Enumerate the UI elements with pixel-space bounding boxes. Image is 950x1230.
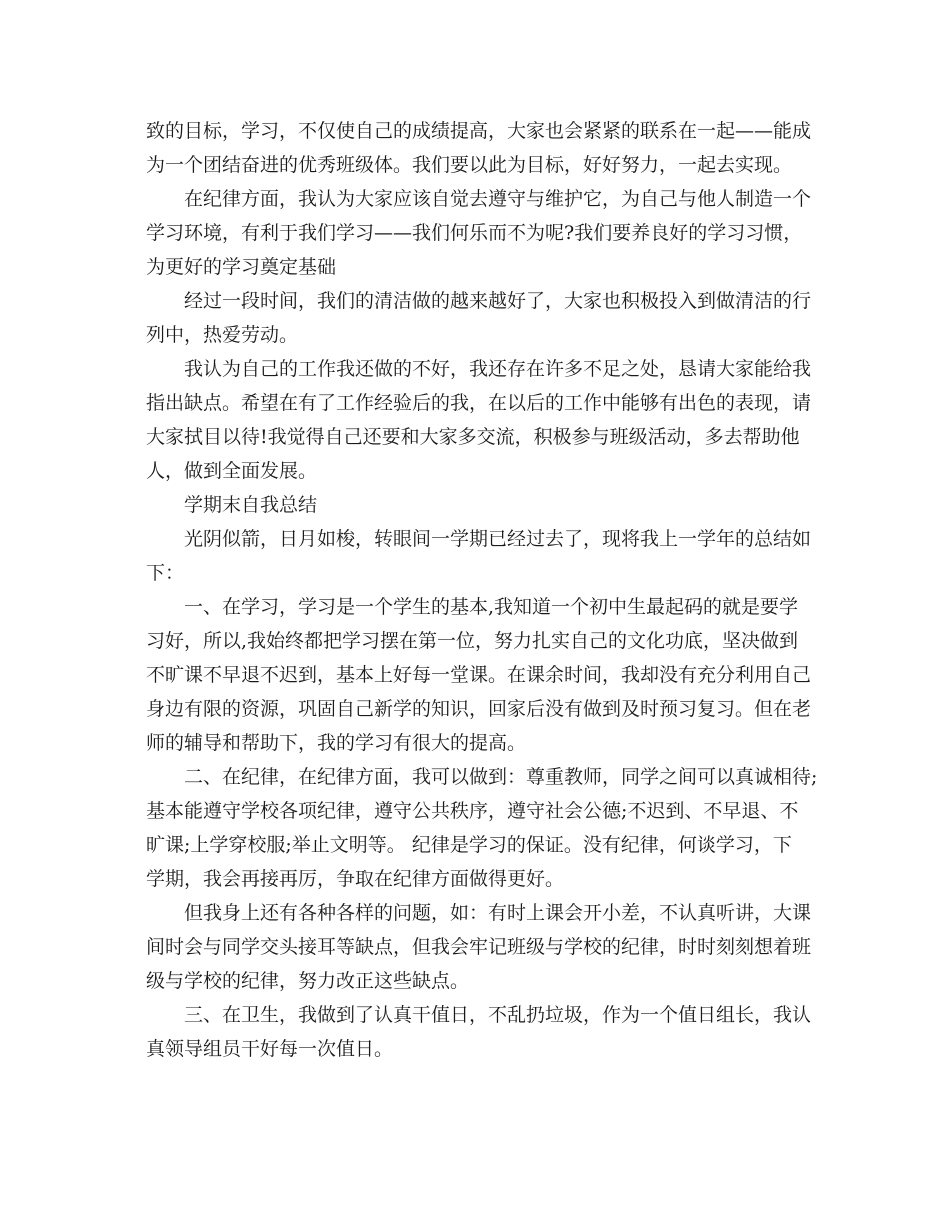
text-line: 师的辅导和帮助下，我的学习有很大的提高。 bbox=[146, 732, 527, 754]
text-line: 旷课;上学穿校服;举止文明等。 纪律是学习的保证。没有纪律，何谈学习，下 bbox=[146, 834, 792, 856]
text-line: 经过一段时间，我们的清洁做的越来越好了，大家也积极投入到做清洁的行 bbox=[184, 290, 812, 312]
text-line: 真领导组员干好每一次值日。 bbox=[146, 1038, 394, 1060]
text-line: 学期，我会再接再厉，争取在纪律方面做得更好。 bbox=[146, 868, 565, 890]
text-line: 一、在学习，学习是一个学生的基本,我知道一个初中生最起码的就是要学 bbox=[184, 596, 799, 618]
text-line: 在纪律方面，我认为大家应该自觉去遵守与维护它，为自己与他人制造一个 bbox=[184, 188, 812, 210]
text-line: 致的目标，学习，不仅使自己的成绩提高，大家也会紧紧的联系在一起——能成 bbox=[146, 120, 812, 142]
text-line: 基本能遵守学校各项纪律，遵守公共秩序，遵守社会公德;不迟到、不早退、不 bbox=[146, 800, 799, 822]
text-line: 为一个团结奋进的优秀班级体。我们要以此为目标，好好努力，一起去实现。 bbox=[146, 154, 793, 176]
text-line: 我认为自己的工作我还做的不好，我还存在许多不足之处，恳请大家能给我 bbox=[184, 358, 812, 380]
text-line: 习好，所以,我始终都把学习摆在第一位，努力扎实自己的文化功底，坚决做到 bbox=[146, 630, 799, 652]
document-body bbox=[146, 114, 818, 1066]
text-line: 二、在纪律，在纪律方面，我可以做到：尊重教师，同学之间可以真诚相待; bbox=[184, 766, 818, 788]
text-line: 下： bbox=[146, 562, 185, 584]
text-line: 不旷课不早退不迟到，基本上好每一堂课。在课余时间，我却没有充分利用自己 bbox=[146, 664, 812, 686]
text-line: 光阴似箭，日月如梭，转眼间一学期已经过去了，现将我上一学年的总结如 bbox=[184, 528, 812, 550]
text-line: 级与学校的纪律，努力改正这些缺点。 bbox=[146, 970, 470, 992]
text-line: 为更好的学习奠定基础 bbox=[146, 256, 337, 278]
text-line: 指出缺点。希望在有了工作经验后的我，在以后的工作中能够有出色的表现，请 bbox=[146, 392, 812, 414]
text-line: 大家拭目以待!我觉得自己还要和大家多交流，积极参与班级活动，多去帮助他 bbox=[146, 426, 800, 448]
text-line: 列中，热爱劳动。 bbox=[146, 324, 299, 346]
text-line: 三、在卫生，我做到了认真干值日，不乱扔垃圾，作为一个值日组长，我认 bbox=[184, 1004, 812, 1026]
text-line: 间时会与同学交头接耳等缺点，但我会牢记班级与学校的纪律，时时刻刻想着班 bbox=[146, 936, 812, 958]
text-line: 但我身上还有各种各样的问题，如：有时上课会开小差，不认真听讲，大课 bbox=[184, 902, 812, 924]
text-line: 学习环境，有利于我们学习——我们何乐而不为呢?我们要养良好的学习习惯， bbox=[146, 222, 803, 244]
text-line: 人，做到全面发展。 bbox=[146, 460, 318, 482]
text-line: 身边有限的资源，巩固自己新学的知识，回家后没有做到及时预习复习。但在老 bbox=[146, 698, 812, 720]
text-line: 学期末自我总结 bbox=[184, 494, 318, 516]
